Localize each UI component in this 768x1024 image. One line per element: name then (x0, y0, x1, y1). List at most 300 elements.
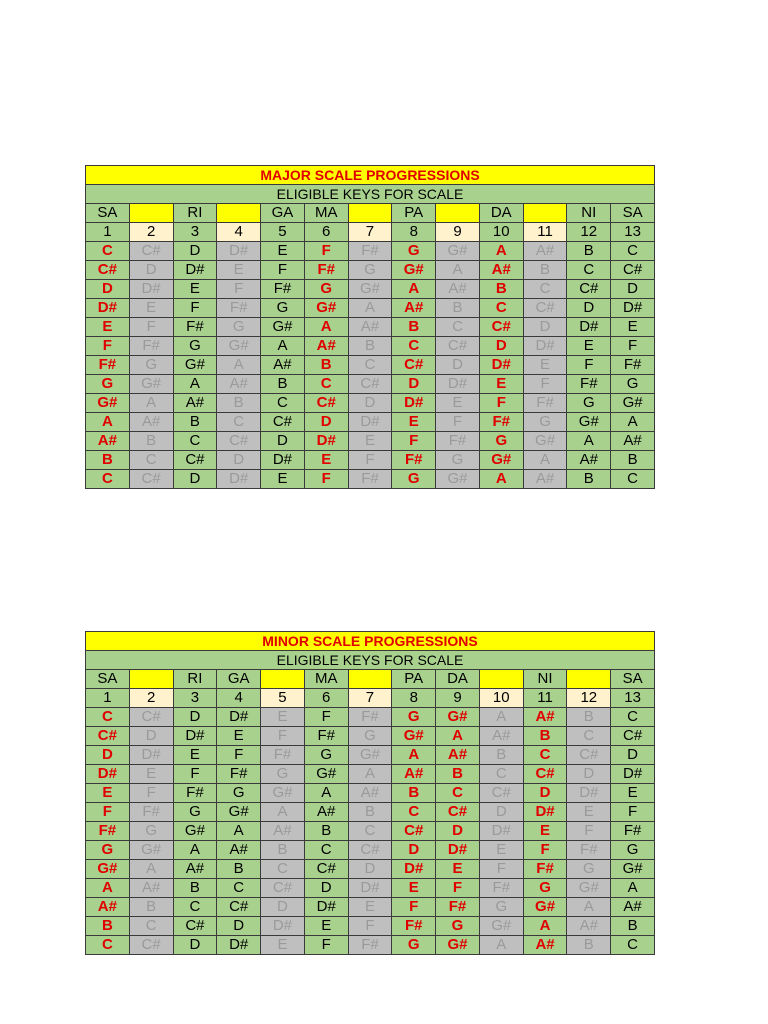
major-note-cell: F# (173, 318, 217, 337)
minor-note-cell: G (348, 727, 392, 746)
minor-note-cell: A# (348, 784, 392, 803)
major-note-cell: F# (86, 356, 130, 375)
major-note-cell: F (304, 470, 348, 489)
minor-note-cell: D (173, 708, 217, 727)
major-note-cell: G (86, 375, 130, 394)
minor-note-cell: A (173, 841, 217, 860)
minor-note-cell: B (523, 727, 567, 746)
major-note-cell: C (86, 242, 130, 261)
minor-degree-cell (261, 670, 305, 689)
major-note-cell: F# (217, 299, 261, 318)
minor-note-cell: G# (86, 860, 130, 879)
major-scale-table (85, 165, 655, 489)
minor-note-cell: A# (479, 727, 523, 746)
minor-number-cell: 6 (304, 689, 348, 708)
major-note-cell: C (129, 451, 173, 470)
major-note-cell: G# (611, 394, 655, 413)
major-note-cell: A (304, 318, 348, 337)
major-note-cell: A# (86, 432, 130, 451)
major-note-cell: A# (611, 432, 655, 451)
minor-note-cell: C# (86, 727, 130, 746)
minor-note-cell: F# (304, 727, 348, 746)
major-note-cell: G# (261, 318, 305, 337)
minor-note-cell: E (261, 936, 305, 955)
major-note-cell: C (304, 375, 348, 394)
major-note-cell: F# (348, 470, 392, 489)
major-note-cell: C# (173, 451, 217, 470)
minor-table-body (86, 632, 655, 955)
minor-degree-cell: RI (173, 670, 217, 689)
minor-note-cell: D (436, 822, 480, 841)
major-note-cell: F# (129, 337, 173, 356)
major-note-row (86, 432, 655, 451)
minor-number-cell: 9 (436, 689, 480, 708)
major-note-cell: A (392, 280, 436, 299)
major-note-cell: D# (86, 299, 130, 318)
minor-note-row (86, 841, 655, 860)
major-note-cell: G# (567, 413, 611, 432)
major-note-cell: F# (479, 413, 523, 432)
major-degree-cell: DA (479, 204, 523, 223)
minor-note-cell: C# (173, 917, 217, 936)
minor-note-cell: A (348, 765, 392, 784)
major-note-cell: F (261, 261, 305, 280)
major-note-cell: D (129, 261, 173, 280)
major-note-cell: G# (479, 451, 523, 470)
major-degree-cell (217, 204, 261, 223)
major-note-cell: D# (217, 470, 261, 489)
minor-degree-cell: SA (611, 670, 655, 689)
minor-number-cell: 8 (392, 689, 436, 708)
major-note-cell: E (261, 470, 305, 489)
minor-note-cell: F# (392, 917, 436, 936)
minor-note-cell: A# (173, 860, 217, 879)
major-note-cell: D (348, 394, 392, 413)
minor-note-row (86, 727, 655, 746)
minor-note-cell: E (86, 784, 130, 803)
major-note-cell: A# (129, 413, 173, 432)
minor-note-cell: C# (611, 727, 655, 746)
minor-number-cell: 5 (261, 689, 305, 708)
major-note-cell: D# (392, 394, 436, 413)
major-note-cell: C (523, 280, 567, 299)
minor-note-cell: C (436, 784, 480, 803)
major-note-cell: A (86, 413, 130, 432)
major-note-cell: C (173, 432, 217, 451)
minor-note-cell: D (523, 784, 567, 803)
minor-note-cell: G (129, 822, 173, 841)
minor-note-row (86, 746, 655, 765)
major-note-cell: A# (523, 242, 567, 261)
minor-note-cell: C (611, 708, 655, 727)
major-number-cell: 13 (611, 223, 655, 242)
minor-note-row (86, 803, 655, 822)
major-note-cell: F (523, 375, 567, 394)
minor-number-cell: 1 (86, 689, 130, 708)
minor-note-cell: F (261, 727, 305, 746)
minor-note-cell: B (261, 841, 305, 860)
major-note-cell: G# (392, 261, 436, 280)
minor-note-row (86, 822, 655, 841)
major-note-row (86, 242, 655, 261)
major-degree-cell: PA (392, 204, 436, 223)
minor-note-cell: F# (348, 708, 392, 727)
major-note-cell: C (611, 242, 655, 261)
major-note-cell: B (479, 280, 523, 299)
major-note-cell: G (261, 299, 305, 318)
minor-number-cell: 3 (173, 689, 217, 708)
major-note-cell: F# (436, 432, 480, 451)
minor-note-cell: D (86, 746, 130, 765)
major-note-cell: G (479, 432, 523, 451)
minor-note-cell: C# (567, 746, 611, 765)
major-note-cell: A# (304, 337, 348, 356)
major-note-cell: C# (436, 337, 480, 356)
minor-note-cell: C# (392, 822, 436, 841)
major-number-cell: 1 (86, 223, 130, 242)
minor-note-cell: B (567, 708, 611, 727)
minor-note-cell: G# (479, 917, 523, 936)
minor-note-cell: G# (173, 822, 217, 841)
minor-note-cell: G (567, 860, 611, 879)
minor-note-cell: B (567, 936, 611, 955)
major-note-cell: A (523, 451, 567, 470)
minor-note-cell: D (348, 860, 392, 879)
minor-note-cell: B (436, 765, 480, 784)
minor-note-cell: F# (261, 746, 305, 765)
minor-note-cell: D# (86, 765, 130, 784)
minor-note-cell: A (479, 708, 523, 727)
major-note-cell: F# (261, 280, 305, 299)
major-note-row (86, 375, 655, 394)
major-subtitle-row (86, 185, 655, 204)
minor-note-cell: A (304, 784, 348, 803)
major-note-cell: F (611, 337, 655, 356)
minor-note-cell: G (392, 936, 436, 955)
major-note-cell: D (567, 299, 611, 318)
major-title-row (86, 166, 655, 185)
minor-number-cell: 4 (217, 689, 261, 708)
minor-note-cell: E (261, 708, 305, 727)
minor-note-row (86, 898, 655, 917)
major-note-cell: C (261, 394, 305, 413)
minor-note-cell: F (392, 898, 436, 917)
minor-note-cell: A (392, 746, 436, 765)
major-note-cell: B (304, 356, 348, 375)
minor-subtitle: ELIGIBLE KEYS FOR SCALE (86, 651, 655, 670)
minor-degree-cell: PA (392, 670, 436, 689)
minor-note-cell: B (129, 898, 173, 917)
minor-degree-cell: DA (436, 670, 480, 689)
major-note-cell: A (611, 413, 655, 432)
minor-note-cell: B (611, 917, 655, 936)
major-note-cell: F (217, 280, 261, 299)
major-note-cell: B (523, 261, 567, 280)
minor-note-cell: F# (523, 860, 567, 879)
minor-note-cell: D (611, 746, 655, 765)
minor-note-cell: C (217, 879, 261, 898)
minor-note-cell: A (217, 822, 261, 841)
minor-note-cell: F (129, 784, 173, 803)
major-note-cell: F# (523, 394, 567, 413)
major-note-cell: F (436, 413, 480, 432)
minor-note-cell: F# (173, 784, 217, 803)
major-degree-cell: SA (86, 204, 130, 223)
minor-note-cell: D# (129, 746, 173, 765)
major-note-cell: F# (392, 451, 436, 470)
minor-note-cell: F# (348, 936, 392, 955)
major-note-cell: D# (304, 432, 348, 451)
major-note-cell: G# (348, 280, 392, 299)
minor-note-cell: A (86, 879, 130, 898)
minor-note-cell: G (304, 746, 348, 765)
minor-note-cell: A# (436, 746, 480, 765)
major-note-cell: G (348, 261, 392, 280)
major-note-cell: A (479, 470, 523, 489)
major-note-cell: G# (436, 470, 480, 489)
major-note-cell: D (217, 451, 261, 470)
minor-note-cell: E (523, 822, 567, 841)
minor-note-cell: E (304, 917, 348, 936)
major-note-cell: C# (523, 299, 567, 318)
minor-note-cell: G# (304, 765, 348, 784)
minor-note-cell: B (348, 803, 392, 822)
minor-note-cell: C# (261, 879, 305, 898)
major-note-cell: B (86, 451, 130, 470)
minor-note-cell: C# (348, 841, 392, 860)
major-note-cell: D# (567, 318, 611, 337)
major-title: MAJOR SCALE PROGRESSIONS (86, 166, 655, 185)
major-note-cell: E (611, 318, 655, 337)
major-note-cell: C (436, 318, 480, 337)
minor-note-cell: F (304, 708, 348, 727)
major-degree-cell (436, 204, 480, 223)
major-note-row (86, 394, 655, 413)
minor-note-cell: C (304, 841, 348, 860)
minor-number-cell: 2 (129, 689, 173, 708)
minor-number-cell: 12 (567, 689, 611, 708)
minor-note-cell: D (479, 803, 523, 822)
major-note-cell: G# (304, 299, 348, 318)
minor-note-cell: G (479, 898, 523, 917)
minor-note-cell: D (392, 841, 436, 860)
major-number-cell: 11 (523, 223, 567, 242)
minor-note-cell: F (173, 765, 217, 784)
minor-note-cell: C (173, 898, 217, 917)
minor-note-cell: D (304, 879, 348, 898)
minor-note-cell: F (523, 841, 567, 860)
major-note-cell: D# (261, 451, 305, 470)
minor-note-cell: A# (304, 803, 348, 822)
major-note-cell: C# (479, 318, 523, 337)
minor-note-cell: E (173, 746, 217, 765)
major-note-cell: G# (129, 375, 173, 394)
minor-degree-cell (567, 670, 611, 689)
major-note-cell: A# (261, 356, 305, 375)
major-note-row (86, 261, 655, 280)
minor-note-cell: G (173, 803, 217, 822)
minor-note-cell: C# (304, 860, 348, 879)
major-note-cell: B (217, 394, 261, 413)
minor-degree-cell: GA (217, 670, 261, 689)
minor-note-cell: C# (479, 784, 523, 803)
major-note-cell: F# (348, 242, 392, 261)
minor-note-cell: C# (129, 936, 173, 955)
major-note-cell: C# (261, 413, 305, 432)
major-note-cell: G (436, 451, 480, 470)
major-note-cell: D# (217, 242, 261, 261)
major-note-cell: C (348, 356, 392, 375)
minor-note-cell: D# (479, 822, 523, 841)
major-note-cell: B (392, 318, 436, 337)
major-note-cell: B (348, 337, 392, 356)
major-note-cell: C# (348, 375, 392, 394)
major-note-cell: G# (436, 242, 480, 261)
minor-note-cell: A# (86, 898, 130, 917)
minor-degree-cell (348, 670, 392, 689)
minor-note-cell: D# (436, 841, 480, 860)
minor-note-cell: D (173, 936, 217, 955)
minor-note-cell: F (86, 803, 130, 822)
minor-note-cell: C (479, 765, 523, 784)
minor-scale-table (85, 631, 655, 955)
major-note-cell: A (173, 375, 217, 394)
major-note-cell: D (304, 413, 348, 432)
minor-note-cell: D# (261, 917, 305, 936)
major-number-cell: 2 (129, 223, 173, 242)
major-note-cell: F (86, 337, 130, 356)
minor-note-cell: D# (217, 936, 261, 955)
minor-note-cell: C (567, 727, 611, 746)
minor-note-cell: B (217, 860, 261, 879)
minor-note-cell: F# (436, 898, 480, 917)
minor-note-cell: F# (479, 879, 523, 898)
major-note-cell: E (479, 375, 523, 394)
major-degree-cell (348, 204, 392, 223)
major-degree-cell: RI (173, 204, 217, 223)
major-note-row (86, 451, 655, 470)
major-note-cell: F (348, 451, 392, 470)
minor-note-row (86, 784, 655, 803)
minor-note-cell: G# (217, 803, 261, 822)
minor-note-cell: A (611, 879, 655, 898)
major-degree-cell: MA (304, 204, 348, 223)
major-note-cell: E (86, 318, 130, 337)
major-note-cell: E (567, 337, 611, 356)
minor-note-cell: C (129, 917, 173, 936)
major-degree-row (86, 204, 655, 223)
minor-note-cell: B (304, 822, 348, 841)
minor-note-cell: C# (129, 708, 173, 727)
major-note-cell: D (436, 356, 480, 375)
minor-note-cell: C# (436, 803, 480, 822)
major-number-cell: 7 (348, 223, 392, 242)
minor-note-cell: G# (348, 746, 392, 765)
major-note-cell: E (523, 356, 567, 375)
major-note-cell: D# (436, 375, 480, 394)
minor-number-cell: 13 (611, 689, 655, 708)
major-note-cell: A (436, 261, 480, 280)
major-note-cell: F (392, 432, 436, 451)
major-number-cell: 8 (392, 223, 436, 242)
minor-note-cell: A (567, 898, 611, 917)
major-table-body (86, 166, 655, 489)
minor-note-cell: C (523, 746, 567, 765)
major-number-row (86, 223, 655, 242)
major-note-cell: F# (304, 261, 348, 280)
major-note-row (86, 413, 655, 432)
major-note-cell: C (479, 299, 523, 318)
minor-note-cell: D# (348, 879, 392, 898)
minor-note-cell: G (436, 917, 480, 936)
major-note-cell: A (217, 356, 261, 375)
major-note-cell: D (523, 318, 567, 337)
major-note-row (86, 299, 655, 318)
minor-note-cell: A (129, 860, 173, 879)
major-number-cell: 3 (173, 223, 217, 242)
minor-note-cell: C# (217, 898, 261, 917)
major-note-cell: C# (567, 280, 611, 299)
minor-degree-cell: MA (304, 670, 348, 689)
major-note-cell: B (173, 413, 217, 432)
major-note-cell: B (436, 299, 480, 318)
major-note-cell: C (611, 470, 655, 489)
minor-note-cell: F# (217, 765, 261, 784)
major-note-cell: E (436, 394, 480, 413)
major-note-cell: A# (217, 375, 261, 394)
minor-note-cell: C (86, 936, 130, 955)
minor-degree-cell (129, 670, 173, 689)
major-note-row (86, 470, 655, 489)
minor-note-cell: G# (567, 879, 611, 898)
minor-degree-cell: SA (86, 670, 130, 689)
minor-note-cell: F# (567, 841, 611, 860)
major-note-cell: B (611, 451, 655, 470)
major-note-cell: F (567, 356, 611, 375)
minor-note-row (86, 936, 655, 955)
minor-note-cell: F (348, 917, 392, 936)
minor-note-cell: G# (261, 784, 305, 803)
major-number-cell: 9 (436, 223, 480, 242)
major-note-cell: G (567, 394, 611, 413)
minor-note-cell: F# (129, 803, 173, 822)
major-note-cell: C# (611, 261, 655, 280)
major-note-cell: D# (348, 413, 392, 432)
minor-note-cell: D (567, 765, 611, 784)
major-degree-cell (129, 204, 173, 223)
major-note-cell: G (129, 356, 173, 375)
major-note-row (86, 318, 655, 337)
major-note-cell: F (304, 242, 348, 261)
major-note-cell: A# (348, 318, 392, 337)
major-note-cell: D# (479, 356, 523, 375)
minor-note-cell: A (479, 936, 523, 955)
major-note-cell: D# (129, 280, 173, 299)
major-note-cell: F (173, 299, 217, 318)
major-note-cell: G (392, 242, 436, 261)
minor-note-cell: B (479, 746, 523, 765)
minor-note-cell: D (217, 917, 261, 936)
minor-note-cell: F# (611, 822, 655, 841)
minor-note-cell: C (348, 822, 392, 841)
major-note-cell: A (129, 394, 173, 413)
minor-note-cell: E (217, 727, 261, 746)
minor-degree-row (86, 670, 655, 689)
minor-note-cell: F (217, 746, 261, 765)
major-note-cell: G (611, 375, 655, 394)
major-note-cell: B (567, 242, 611, 261)
major-note-cell: A# (523, 470, 567, 489)
